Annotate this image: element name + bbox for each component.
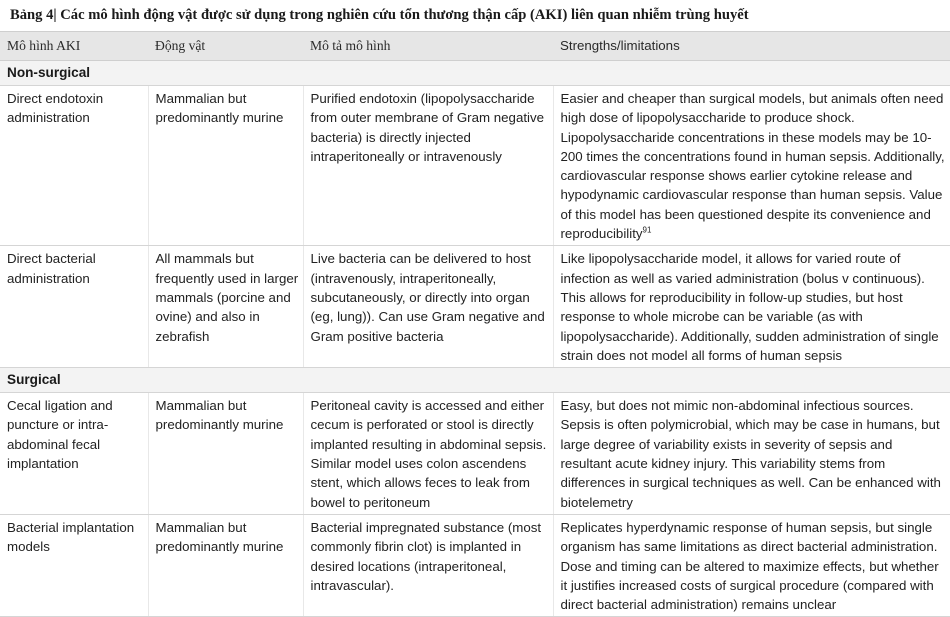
cell-animal: Mammalian but predominantly murine (148, 393, 303, 515)
section-label: Non-surgical (0, 61, 950, 86)
header-animal: Động vật (148, 32, 303, 61)
table-row (0, 514, 950, 616)
strengths-text: Easier and cheaper than surgical models, but animals often need high dose of lipopolysaccharide to produce shock. Lipopolysaccharide concentrations in these models may be 10-200 times the concentrations found in human sepsis. Additionally, cardiovascular response shows earlier cytokine release and hypodynamic cardiovascular response than human sepsis. Value of this model has been questioned despite its convenience and reproducibility (560, 91, 945, 242)
cell-strengths: Easy, but does not mimic non-abdominal infectious sources. Sepsis is often polymicrobial, which may be case in humans, but large degree of variability exists in severity of sepsis and resultant acute kidney injury. This variability stems from differences in surgical techniques as well. Can be enhanced with biotelemetry (553, 393, 950, 515)
cell-strengths (553, 86, 950, 246)
table-row (0, 393, 950, 515)
header-model: Mô hình AKI (0, 32, 148, 61)
cell-model: Bacterial implantation models (0, 514, 148, 616)
cell-animal: Mammalian but predominantly murine (148, 514, 303, 616)
cell-strengths: Like lipopolysaccharide model, it allows for varied route of infection as well as varied administration (bolus v continuous). This allows for reproducibility in follow-up studies, but host response to whole microbe can be variable (as with lipopolysaccharide). Additionally, sudden administration of single strain does not model all forms of human sepsis (553, 246, 950, 368)
cell-description: Bacterial impregnated substance (most commonly fibrin clot) is implanted in desired locations (intraperitoneal, intravascular). (303, 514, 553, 616)
cell-animal: Mammalian but predominantly murine (148, 86, 303, 246)
table-row (0, 246, 950, 368)
cell-model: Direct bacterial administration (0, 246, 148, 368)
cell-description: Live bacteria can be delivered to host (intravenously, intraperitoneally, subcutaneously, or directly into organ (eg, lung)). Can use Gram negative and Gram positive bacteria (303, 246, 553, 368)
section-row-surgical (0, 368, 950, 393)
header-row (0, 32, 950, 61)
reference-number: 91 (642, 225, 652, 235)
animal-models-table (0, 31, 950, 617)
section-row-non-surgical (0, 61, 950, 86)
cell-model: Direct endotoxin administration (0, 86, 148, 246)
cell-description: Peritoneal cavity is accessed and either cecum is perforated or stool is directly implanted resulting in abdominal sepsis. Similar model uses colon ascendens stent, which allows feces to leak from bowel to peritoneum (303, 393, 553, 515)
header-description: Mô tả mô hình (303, 32, 553, 61)
cell-description: Purified endotoxin (lipopolysaccharide from outer membrane of Gram negative bacteria) is directly injected intraperitoneally or intravenously (303, 86, 553, 246)
header-strengths: Strengths/limitations (553, 32, 950, 61)
cell-animal: All mammals but frequently used in larger mammals (porcine and ovine) and also in zebrafish (148, 246, 303, 368)
section-label: Surgical (0, 368, 950, 393)
table-row (0, 86, 950, 246)
table-title: Bảng 4| Các mô hình động vật được sử dụng trong nghiên cứu tổn thương thận cấp (AKI) liên quan nhiễm trùng huyết (10, 7, 749, 23)
cell-model: Cecal ligation and puncture or intra-abdominal fecal implantation (0, 393, 148, 515)
cell-strengths: Replicates hyperdynamic response of human sepsis, but single organism has same limitations as direct bacterial administration. Dose and timing can be altered to maximize effects, but whether it justifies increased costs of surgical procedure (compared with direct bacterial administration) remains unclear (553, 514, 950, 616)
